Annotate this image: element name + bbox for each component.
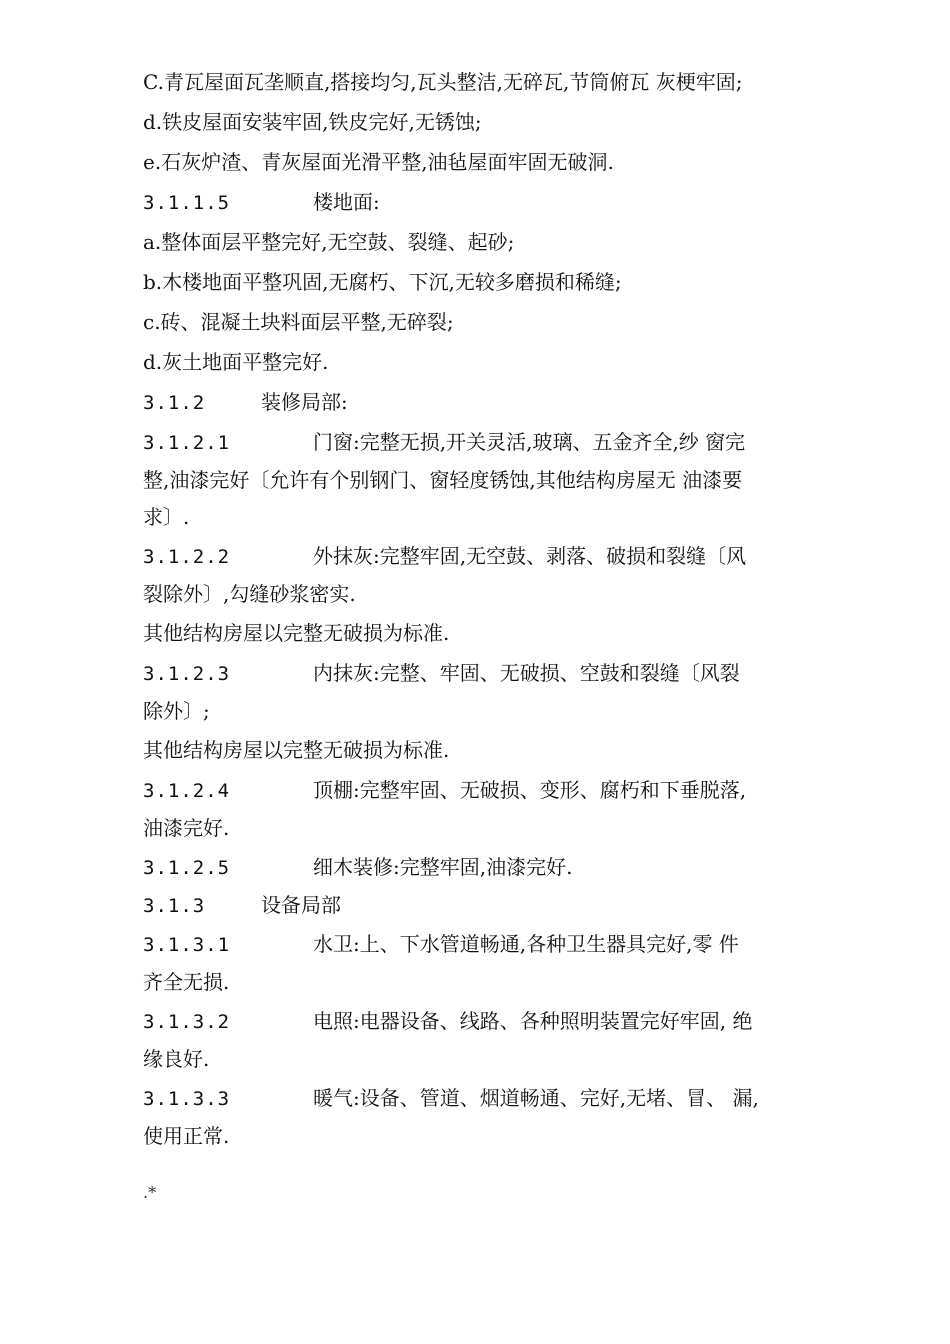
list-item [143,342,843,382]
section-heading [143,653,843,693]
section-number: 3.1.2.4 [143,780,231,802]
list-item [143,222,843,262]
section-number: 3.1.2 [143,392,206,414]
section-heading [143,847,843,887]
line-text: 其他结构房屋以完整无破损为标准. [143,621,450,645]
line-text: d.灰土地面平整完好. [143,350,329,374]
line-text: 求〕. [143,505,190,529]
section-number: 3.1.3 [143,895,206,917]
line-text: 裂除外〕,勾缝砂浆密实. [143,582,356,606]
list-item [143,302,843,342]
section-heading [143,536,843,576]
line-text: c.砖、混凝土块料面层平整,无碎裂; [143,310,454,334]
line-text: 使用正常. [143,1124,230,1148]
section-heading [143,887,843,924]
section-number: 3.1.2.5 [143,857,231,879]
paragraph-line [143,576,843,613]
line-text: 内抹灰:完整、牢固、无破损、空鼓和裂缝〔风裂 [313,661,740,685]
line-text: e.石灰炉渣、青灰屋面光滑平整,油毡屋面牢固无破洞. [143,150,614,174]
section-number: 3.1.2.1 [143,432,231,454]
list-item [143,142,843,182]
section-number: 3.1.2.2 [143,546,231,568]
list-item [143,62,843,102]
paragraph-line [143,1118,843,1155]
section-number: 3.1.1.5 [143,192,231,214]
paragraph-line [143,499,843,536]
section-heading [143,422,843,462]
line-text: a.整体面层平整完好,无空鼓、裂缝、起砂; [143,230,515,254]
line-text: 缘良好. [143,1047,210,1071]
paragraph-line [143,1041,843,1078]
line-text: 除外〕; [143,699,210,723]
section-heading [143,1078,843,1118]
paragraph-line [143,810,843,847]
paragraph-line [143,730,843,770]
list-item [143,102,843,142]
section-heading [143,382,843,422]
line-text: 顶棚:完整牢固、无破损、变形、腐朽和下垂脱落, [313,778,747,802]
section-number: 3.1.3.2 [143,1011,231,1033]
section-heading [143,182,843,222]
line-text: C.青瓦屋面瓦垄顺直,搭接均匀,瓦头整洁,无碎瓦,节筒俯瓦 灰梗牢固; [143,70,743,94]
section-number: 3.1.3.3 [143,1088,231,1110]
line-text: d.铁皮屋面安装牢固,铁皮完好,无锈蚀; [143,110,482,134]
document-body [143,62,843,1155]
paragraph-line [143,462,843,499]
paragraph-line [143,613,843,653]
section-heading [143,770,843,810]
line-text: 齐全无损. [143,970,230,994]
section-heading [143,1001,843,1041]
paragraph-line [143,693,843,730]
line-text: 门窗:完整无损,开关灵活,玻璃、五金齐全,纱 窗完 [313,430,746,454]
line-text: 细木装修:完整牢固,油漆完好. [313,855,573,879]
line-text: 设备局部 [261,893,341,917]
footer-mark: .* [143,1183,157,1202]
line-text: 电照:电器设备、线路、各种照明装置完好牢固, 绝 [313,1009,753,1033]
line-text: 外抹灰:完整牢固,无空鼓、剥落、破损和裂缝〔风 [313,544,747,568]
line-text: 楼地面: [313,190,380,214]
list-item [143,262,843,302]
section-number: 3.1.2.3 [143,663,231,685]
section-number: 3.1.3.1 [143,934,231,956]
line-text: 整,油漆完好〔允许有个别钢门、窗轻度锈蚀,其他结构房屋无 油漆要 [143,468,743,492]
line-text: b.木楼地面平整巩固,无腐朽、下沉,无较多磨损和稀缝; [143,270,622,294]
section-heading [143,924,843,964]
line-text: 油漆完好. [143,816,230,840]
paragraph-line [143,964,843,1001]
line-text: 装修局部: [261,390,348,414]
line-text: 暖气:设备、管道、烟道畅通、完好,无堵、冒、 漏, [313,1086,759,1110]
line-text: 水卫:上、下水管道畅通,各种卫生器具完好,零 件 [313,932,739,956]
line-text: 其他结构房屋以完整无破损为标准. [143,738,450,762]
